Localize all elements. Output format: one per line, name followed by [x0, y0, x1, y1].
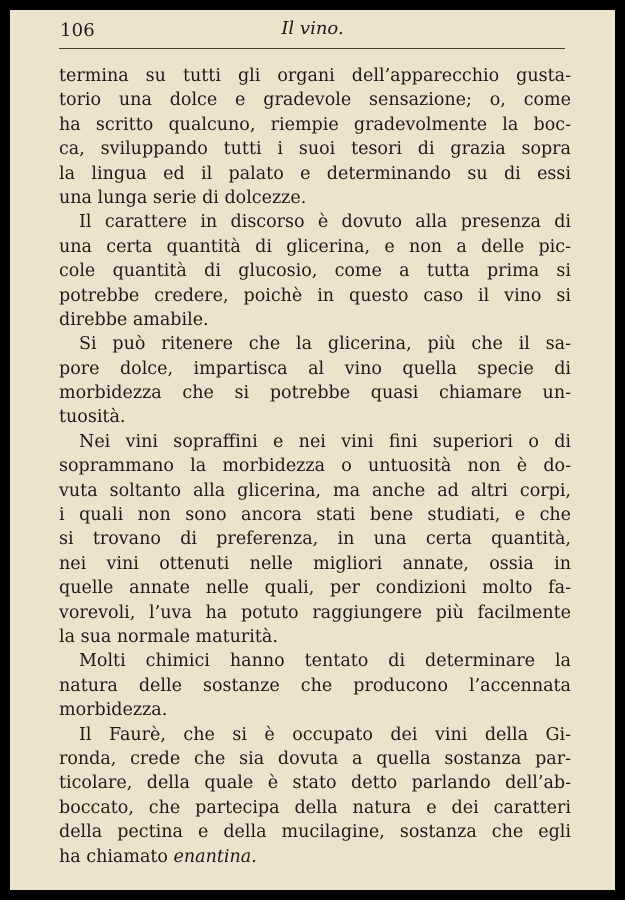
line-text: Il carattere in discorso è dovuto alla presenza di	[79, 212, 571, 233]
text-line: una lunga serie di dolcezze.	[59, 187, 307, 208]
text-line: si trovano di preferenza, in una certa quantità,	[59, 529, 571, 550]
header-rule	[59, 48, 565, 49]
text-line	[59, 845, 571, 869]
text-line: ronda, crede che sia dovuta a quella sostanza par-	[59, 748, 571, 769]
page-header	[10, 10, 615, 58]
text-line: ca, sviluppando tutti i suoi tesori di grazia sopra	[59, 139, 571, 160]
line-text: Il Faurè, che si è occupato dei vini della Gi-	[79, 724, 571, 745]
paragraph-5	[59, 649, 571, 722]
line-text: Nei vini sopraffini e nei vini fini superiori o di	[79, 431, 571, 452]
line-text: ha chiamato	[59, 846, 174, 867]
text-line	[59, 649, 571, 673]
text-line	[59, 430, 571, 454]
text-line: vorevoli, l’uva ha potuto raggiungere più facilmente	[59, 602, 571, 623]
text-line: termina su tutti gli organi dell’apparecchio gusta-	[59, 66, 571, 86]
paragraph-6	[59, 723, 571, 869]
text-line	[59, 723, 571, 747]
paragraph-3	[59, 332, 571, 430]
text-line: quelle annate nelle quali, per condizioni molto fa-	[59, 578, 571, 599]
text-line: vuta soltanto alla glicerina, ma anche ad altri corpi,	[59, 480, 571, 501]
paragraph-1	[59, 64, 571, 210]
text-line: ha scritto qualcuno, riempie gradevolmente la boc-	[59, 114, 571, 135]
book-page	[10, 10, 615, 890]
text-line: morbidezza.	[59, 700, 168, 721]
line-text: Molti chimici hanno tentato di determinare la	[79, 651, 571, 672]
text-line: morbidezza che si potrebbe quasi chiamare un-	[59, 383, 571, 404]
text-line: torio una dolce e gradevole sensazione; o, come	[59, 90, 571, 111]
text-line: ticolare, della quale è stato detto parlando dell’ab-	[59, 773, 571, 794]
text-line: boccato, che partecipa della natura e dei caratteri	[59, 797, 571, 818]
page-number: 106	[60, 20, 95, 41]
text-line	[59, 332, 571, 356]
body-text	[59, 64, 571, 869]
running-title: Il vino.	[281, 18, 344, 39]
text-line: della pectina e della mucilagine, sostanza che egli	[59, 822, 571, 843]
text-line: tuosità.	[59, 407, 126, 428]
text-line: direbbe amabile.	[59, 309, 209, 330]
paragraph-4	[59, 430, 571, 650]
text-line: potrebbe credere, poichè in questo caso il vino si	[59, 285, 571, 306]
italic-term: enantina.	[173, 846, 257, 867]
text-line: natura delle sostanze che producono l’accennata	[59, 675, 571, 696]
text-line: i quali non sono ancora stati bene studiati, e che	[59, 505, 571, 526]
text-line: la lingua ed il palato e determinando su di essi	[59, 163, 571, 184]
text-line: nei vini ottenuti nelle migliori annate, ossia in	[59, 553, 571, 574]
text-line: una certa quantità di glicerina, e non a delle pic-	[59, 236, 571, 257]
text-line: la sua normale maturità.	[59, 626, 278, 647]
text-line: soprammano la morbidezza o untuosità non è do-	[59, 456, 571, 477]
line-text: Si può ritenere che la glicerina, più che il sa-	[79, 334, 571, 355]
text-line: pore dolce, impartisca al vino quella specie di	[59, 358, 571, 379]
text-line	[59, 210, 571, 234]
text-line: cole quantità di glucosio, come a tutta prima si	[59, 261, 571, 282]
paragraph-2	[59, 210, 571, 332]
